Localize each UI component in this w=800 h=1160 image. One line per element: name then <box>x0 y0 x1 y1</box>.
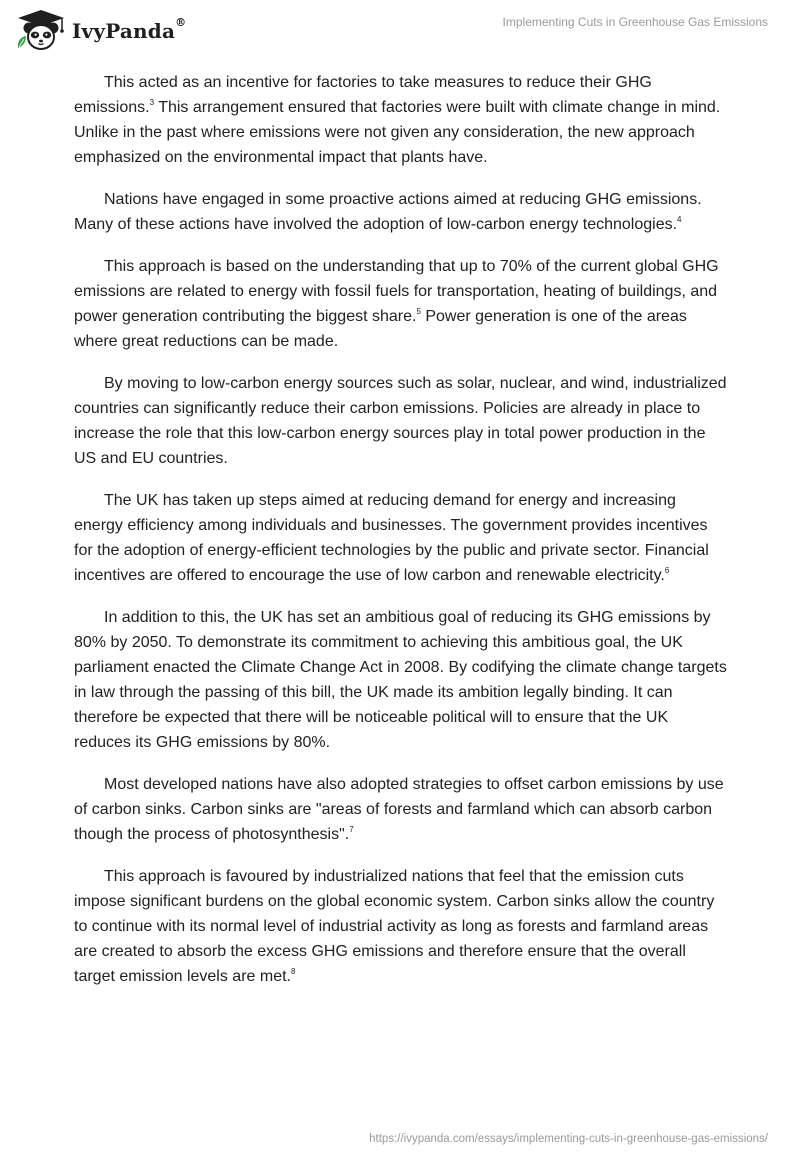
footnote-ref: 4 <box>677 214 682 224</box>
footnote-ref: 8 <box>290 966 296 976</box>
paragraph-text: In addition to this, the UK has set an ambitious goal of reducing its GHG emissions by 80% by 2050. To demonstrate its commitment to achieving this ambitious goal, the UK parliament enacted the Climate Change Act in 2008. By codifying the climate change targets in law through the passing of this bill, the UK made its ambition legally binding. It can therefore be expected that there will be noticeable political will to ensure that the UK reduces its GHG emissions by 80%. <box>74 609 727 751</box>
paragraph <box>74 371 728 471</box>
paragraph-text: This approach is favoured by industrialized nations that feel that the emission cuts impose significant burdens on the global economic system. Carbon sinks allow the country to continue with its normal level of industrial activity as long as forests and farmland areas are created to absorb the excess GHG emissions and therefore ensure that the overall target emission levels are met. <box>74 868 715 985</box>
ivypanda-logo[interactable] <box>14 8 186 52</box>
logo-wordmark <box>72 16 187 43</box>
footnote-ref: 6 <box>664 565 670 575</box>
paragraph <box>74 864 728 989</box>
paragraph <box>74 488 728 588</box>
paragraph-text: Nations have engaged in some proactive actions aimed at reducing GHG emissions. Many of these actions have involved the adoption of low-carbon energy technologies. <box>74 191 702 233</box>
logo-name: IvyPanda <box>72 19 176 43</box>
source-url[interactable]: https://ivypanda.com/essays/implementing-cuts-in-greenhouse-gas-emissions/ <box>369 1133 768 1145</box>
footnote-ref: 3 <box>149 97 155 107</box>
paragraph-text: This acted as an incentive for factories to take measures to reduce their GHG emissions. <box>74 74 652 116</box>
paragraph <box>74 70 728 170</box>
logo-registered-mark: ® <box>175 16 187 29</box>
paragraph <box>74 187 728 237</box>
paragraph <box>74 772 728 847</box>
paragraph <box>74 254 728 354</box>
footnote-ref: 5 <box>416 306 421 316</box>
paragraph-text: By moving to low-carbon energy sources such as solar, nuclear, and wind, industrialized countries can significantly reduce their carbon emissions. Policies are already in place to increase the role that this low-carbon energy sources play in total power production in the US and EU countries. <box>74 375 727 467</box>
essay-body <box>74 70 728 1006</box>
panda-graduate-icon <box>14 8 68 52</box>
paragraph-text: The UK has taken up steps aimed at reducing demand for energy and increasing energy efficiency among individuals and businesses. The government provides incentives for the adoption of energy-efficient technologies by the public and private sector. Financial incentives are offered to encourage the use of low carbon and renewable electricity. <box>74 492 709 584</box>
paragraph-text-continued: Power generation is one of the areas where great reductions can be made. <box>74 308 687 350</box>
paragraph-text-continued: This arrangement ensured that factories were built with climate change in mind. Unlike in the past where emissions were not given any consideration, the new approach emphasized on the environmental impact that plants have. <box>74 99 721 166</box>
paragraph <box>74 605 728 755</box>
paragraph-text: Most developed nations have also adopted strategies to offset carbon emissions by use of carbon sinks. Carbon sinks are "areas of forests and farmland which can absorb carbon though the process of photosynthesis". <box>74 776 724 843</box>
footnote-ref: 7 <box>349 824 354 834</box>
paragraph-text: This approach is based on the understanding that up to 70% of the current global GHG emissions are related to energy with fossil fuels for transportation, heating of buildings, and power generation contributing the biggest share. <box>74 258 719 325</box>
page-header <box>0 0 800 60</box>
document-title: Implementing Cuts in Greenhouse Gas Emissions <box>502 15 768 29</box>
